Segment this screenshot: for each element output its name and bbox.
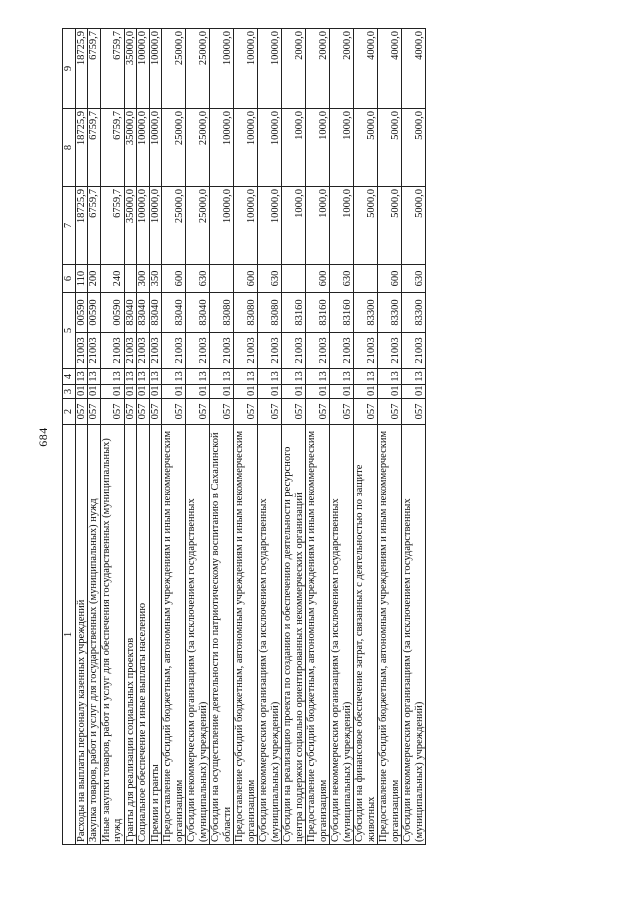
table-row (162, 29, 186, 845)
col-6: 630 (186, 265, 210, 293)
col-5b: 00590 (88, 293, 101, 333)
col-8: 10000,0 (149, 109, 162, 187)
col-9: 4000,0 (354, 29, 378, 109)
col-5a: 21003 (100, 333, 124, 369)
header-cell: 2 (63, 399, 76, 425)
col-6: 110 (75, 265, 88, 293)
table-row (137, 29, 150, 845)
col-7: 6759,7 (100, 187, 124, 265)
col-8: 6759,7 (88, 109, 101, 187)
col-9: 4000,0 (402, 29, 426, 109)
col-7: 35000,0 (124, 187, 137, 265)
col-5a: 21003 (330, 333, 354, 369)
header-cell: 8 (63, 109, 76, 187)
col-6: 630 (258, 265, 282, 293)
col-3: 01 (100, 385, 124, 399)
col-7: 6759,7 (88, 187, 101, 265)
col-3: 01 (354, 385, 378, 399)
col-8: 10000,0 (234, 109, 258, 187)
row-name: Расходы на выплаты персоналу казенных учреждений (75, 425, 88, 845)
col-7: 1000,0 (306, 187, 330, 265)
col-2: 057 (330, 399, 354, 425)
col-7: 10000,0 (137, 187, 150, 265)
budget-table (62, 28, 426, 845)
col-2: 057 (306, 399, 330, 425)
col-3: 01 (234, 385, 258, 399)
row-name: Премии и гранты (149, 425, 162, 845)
header-cell: 7 (63, 187, 76, 265)
table-row (330, 29, 354, 845)
col-4: 13 (234, 369, 258, 385)
row-name: Иные закупки товаров, работ и услуг для обеспечения государственных (муниципальных) нужд (100, 425, 124, 845)
col-7: 10000,0 (258, 187, 282, 265)
col-3: 01 (402, 385, 426, 399)
col-5a: 21003 (137, 333, 150, 369)
col-3: 01 (149, 385, 162, 399)
header-cell: 9 (63, 29, 76, 109)
row-name: Гранты для реализации социальных проектов (124, 425, 137, 845)
col-4: 13 (100, 369, 124, 385)
header-cell: 1 (63, 425, 76, 845)
col-5a: 21003 (75, 333, 88, 369)
col-5b: 83040 (149, 293, 162, 333)
table-row (378, 29, 402, 845)
col-9: 10000,0 (234, 29, 258, 109)
col-5b: 83300 (402, 293, 426, 333)
col-5a: 21003 (402, 333, 426, 369)
col-7: 5000,0 (378, 187, 402, 265)
page-number: 684 (36, 427, 50, 447)
col-5b: 83160 (306, 293, 330, 333)
col-3: 01 (210, 385, 234, 399)
col-5b: 83040 (137, 293, 150, 333)
table-row (186, 29, 210, 845)
col-4: 13 (88, 369, 101, 385)
col-9: 10000,0 (149, 29, 162, 109)
col-2: 057 (402, 399, 426, 425)
col-3: 01 (124, 385, 137, 399)
col-2: 057 (88, 399, 101, 425)
col-8: 25000,0 (186, 109, 210, 187)
table-row (234, 29, 258, 845)
col-8: 1000,0 (330, 109, 354, 187)
col-8: 10000,0 (210, 109, 234, 187)
col-5b: 83300 (354, 293, 378, 333)
col-5a: 21003 (162, 333, 186, 369)
col-6: 600 (378, 265, 402, 293)
col-9: 6759,7 (88, 29, 101, 109)
col-9: 10000,0 (258, 29, 282, 109)
col-8: 35000,0 (124, 109, 137, 187)
col-7: 18725,9 (75, 187, 88, 265)
row-name: Субсидии некоммерческим организациям (за исключением государственных (муниципальных) учреждений) (402, 425, 426, 845)
col-7: 25000,0 (162, 187, 186, 265)
col-9: 25000,0 (186, 29, 210, 109)
col-8: 5000,0 (378, 109, 402, 187)
col-6: 200 (88, 265, 101, 293)
col-3: 01 (75, 385, 88, 399)
col-9: 2000,0 (330, 29, 354, 109)
col-6: 630 (330, 265, 354, 293)
row-name: Закупка товаров, работ и услуг для государственных (муниципальных) нужд (88, 425, 101, 845)
row-name: Субсидии некоммерческим организациям (за исключением государственных (муниципальных) учреждений) (258, 425, 282, 845)
col-7: 25000,0 (186, 187, 210, 265)
col-9: 10000,0 (210, 29, 234, 109)
col-5a: 21003 (354, 333, 378, 369)
table-row (210, 29, 234, 845)
col-4: 13 (210, 369, 234, 385)
col-7: 1000,0 (282, 187, 306, 265)
col-4: 13 (124, 369, 137, 385)
col-7: 10000,0 (210, 187, 234, 265)
col-3: 01 (306, 385, 330, 399)
table-row (306, 29, 330, 845)
col-8: 6759,7 (100, 109, 124, 187)
col-5b: 83080 (258, 293, 282, 333)
col-3: 01 (137, 385, 150, 399)
col-8: 18725,9 (75, 109, 88, 187)
col-5a: 21003 (149, 333, 162, 369)
col-3: 01 (330, 385, 354, 399)
col-3: 01 (378, 385, 402, 399)
table-row (100, 29, 124, 845)
col-5a: 21003 (234, 333, 258, 369)
row-name: Предоставление субсидий бюджетным, автономным учреждениям и иным некоммерческим организациям (162, 425, 186, 845)
col-9: 2000,0 (282, 29, 306, 109)
col-5b: 83300 (378, 293, 402, 333)
row-name: Предоставление субсидий бюджетным, автономным учреждениям и иным некоммерческим организациям (378, 425, 402, 845)
col-2: 057 (75, 399, 88, 425)
col-2: 057 (186, 399, 210, 425)
col-4: 13 (186, 369, 210, 385)
col-9: 10000,0 (137, 29, 150, 109)
col-5a: 21003 (258, 333, 282, 369)
col-7: 10000,0 (149, 187, 162, 265)
col-5a: 21003 (282, 333, 306, 369)
col-6 (210, 265, 234, 293)
table-row (124, 29, 137, 845)
table-row (75, 29, 88, 845)
row-name: Предоставление субсидий бюджетным, автономным учреждениям и иным некоммерческим организациям (234, 425, 258, 845)
col-9: 18725,9 (75, 29, 88, 109)
row-name: Субсидии некоммерческим организациям (за исключением государственных (муниципальных) учреждений) (186, 425, 210, 845)
col-2: 057 (100, 399, 124, 425)
col-8: 10000,0 (137, 109, 150, 187)
header-row (63, 29, 76, 845)
table-row (354, 29, 378, 845)
col-6: 600 (306, 265, 330, 293)
col-6 (282, 265, 306, 293)
col-6: 600 (162, 265, 186, 293)
col-4: 13 (330, 369, 354, 385)
col-9: 25000,0 (162, 29, 186, 109)
col-7: 10000,0 (234, 187, 258, 265)
col-5a: 21003 (124, 333, 137, 369)
col-5b: 00590 (100, 293, 124, 333)
col-2: 057 (124, 399, 137, 425)
row-name: Предоставление субсидий бюджетным, автономным учреждениям и иным некоммерческим организациям (306, 425, 330, 845)
header-cell: 6 (63, 265, 76, 293)
col-7: 5000,0 (354, 187, 378, 265)
col-5a: 21003 (186, 333, 210, 369)
col-6: 240 (100, 265, 124, 293)
col-9: 4000,0 (378, 29, 402, 109)
col-2: 057 (210, 399, 234, 425)
col-4: 13 (162, 369, 186, 385)
col-2: 057 (282, 399, 306, 425)
col-6: 630 (402, 265, 426, 293)
col-6 (354, 265, 378, 293)
col-3: 01 (162, 385, 186, 399)
col-9: 2000,0 (306, 29, 330, 109)
col-5b: 83160 (330, 293, 354, 333)
col-5b: 83040 (124, 293, 137, 333)
col-8: 5000,0 (354, 109, 378, 187)
col-6: 300 (137, 265, 150, 293)
col-3: 01 (186, 385, 210, 399)
col-5a: 21003 (210, 333, 234, 369)
col-6: 350 (149, 265, 162, 293)
rotated-table-block (36, 29, 507, 845)
row-name: Субсидии некоммерческим организациям (за исключением государственных (муниципальных) учреждений) (330, 425, 354, 845)
col-9: 6759,7 (100, 29, 124, 109)
table-row (149, 29, 162, 845)
col-3: 01 (88, 385, 101, 399)
col-2: 057 (162, 399, 186, 425)
table-row (258, 29, 282, 845)
col-8: 1000,0 (306, 109, 330, 187)
col-3: 01 (258, 385, 282, 399)
row-name: Субсидии на реализацию проекта по созданию и обеспечению деятельности ресурсного центра поддержки социально ориентированных некоммерческих организаций (282, 425, 306, 845)
table-row (282, 29, 306, 845)
col-4: 13 (149, 369, 162, 385)
col-5b: 83040 (162, 293, 186, 333)
col-8: 25000,0 (162, 109, 186, 187)
col-3: 01 (282, 385, 306, 399)
col-5a: 21003 (88, 333, 101, 369)
col-5b: 83080 (234, 293, 258, 333)
table-row (402, 29, 426, 845)
col-5a: 21003 (306, 333, 330, 369)
col-4: 13 (258, 369, 282, 385)
row-name: Субсидии на осуществление деятельности по патриотическому воспитанию в Сахалинской области (210, 425, 234, 845)
row-name: Социальное обеспечение и иные выплаты населению (137, 425, 150, 845)
col-9: 35000,0 (124, 29, 137, 109)
col-2: 057 (258, 399, 282, 425)
header-cell: 4 (63, 369, 76, 385)
col-5b: 00590 (75, 293, 88, 333)
col-7: 5000,0 (402, 187, 426, 265)
col-5a: 21003 (378, 333, 402, 369)
header-cell: 3 (63, 385, 76, 399)
col-4: 13 (402, 369, 426, 385)
col-2: 057 (234, 399, 258, 425)
col-5b: 83040 (186, 293, 210, 333)
col-4: 13 (354, 369, 378, 385)
col-8: 10000,0 (258, 109, 282, 187)
col-2: 057 (354, 399, 378, 425)
col-4: 13 (378, 369, 402, 385)
col-2: 057 (149, 399, 162, 425)
col-4: 13 (282, 369, 306, 385)
col-6: 600 (234, 265, 258, 293)
col-8: 5000,0 (402, 109, 426, 187)
col-4: 13 (137, 369, 150, 385)
col-2: 057 (378, 399, 402, 425)
col-8: 1000,0 (282, 109, 306, 187)
col-4: 13 (306, 369, 330, 385)
table-row (88, 29, 101, 845)
row-name: Субсидии на финансовое обеспечение затрат, связанных с деятельностью по защите животных (354, 425, 378, 845)
header-cell: 5 (63, 293, 76, 369)
col-4: 13 (75, 369, 88, 385)
col-7: 1000,0 (330, 187, 354, 265)
col-5b: 83160 (282, 293, 306, 333)
col-6 (124, 265, 137, 293)
col-5b: 83080 (210, 293, 234, 333)
col-2: 057 (137, 399, 150, 425)
